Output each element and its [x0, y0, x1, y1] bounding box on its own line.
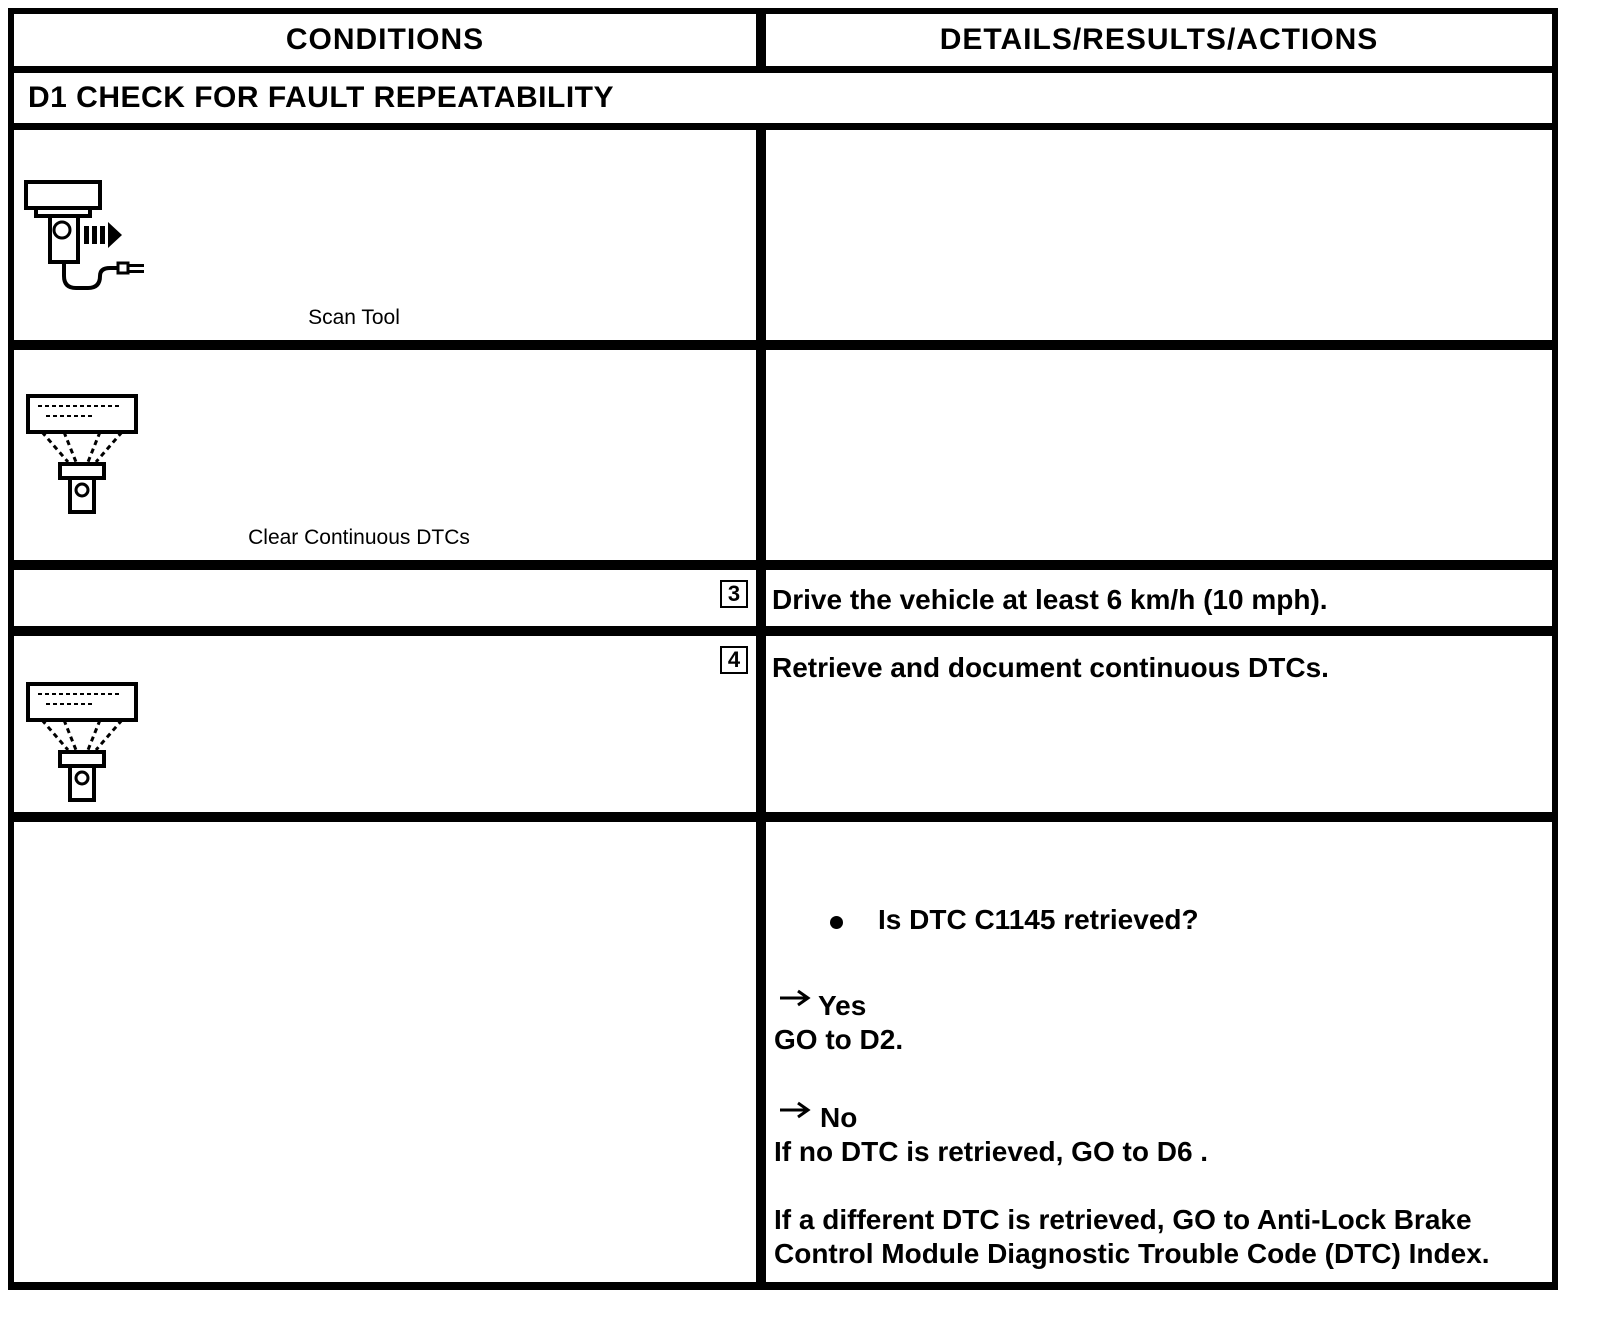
question-text: Is DTC C1145 retrieved? [878, 904, 1199, 935]
other-action-line-1: If a different DTC is retrieved, GO to Anti-Lock Brake [774, 1204, 1472, 1235]
retrieve-dtc-icon [24, 680, 154, 810]
step-4-conditions [14, 636, 756, 812]
step-4-number: 4 [720, 646, 748, 674]
clear-dtc-icon [24, 392, 154, 522]
section-title-text: D1 CHECK FOR FAULT REPEATABILITY [28, 81, 614, 114]
no-action: If no DTC is retrieved, GO to D6 . [774, 1136, 1209, 1167]
yes-action: GO to D2. [774, 1024, 904, 1055]
step-3-detail-text: Drive the vehicle at least 6 km/h (10 mph). [772, 584, 1328, 615]
yes-label: Yes [818, 990, 867, 1021]
step-1-caption: Scan Tool [308, 306, 400, 329]
question-conditions [14, 822, 756, 1282]
step-2-conditions [14, 350, 756, 560]
scan-tool-icon [22, 178, 152, 308]
bullet-icon [830, 916, 843, 929]
step-2-details [766, 350, 1552, 560]
section-title [14, 73, 1552, 123]
step-4-detail-text: Retrieve and document continuous DTCs. [772, 652, 1329, 683]
step-2-caption: Clear Continuous DTCs [248, 526, 470, 549]
header-details [766, 14, 1552, 66]
right-arrow-icon [778, 1100, 812, 1120]
question-details [766, 822, 1552, 1282]
step-3-conditions [14, 570, 756, 626]
step-3-details [766, 570, 1552, 626]
header-conditions-label: CONDITIONS [285, 23, 485, 56]
step-4-details [766, 636, 1552, 812]
header-conditions [14, 14, 756, 66]
step-3-number: 3 [720, 580, 748, 608]
step-1-conditions [14, 130, 756, 340]
no-label: No [820, 1102, 858, 1133]
header-details-label: DETAILS/RESULTS/ACTIONS [939, 23, 1379, 56]
step-1-details [766, 130, 1552, 340]
other-action-line-2: Control Module Diagnostic Trouble Code (DTC) Index. [774, 1238, 1490, 1269]
right-arrow-icon [778, 988, 812, 1008]
